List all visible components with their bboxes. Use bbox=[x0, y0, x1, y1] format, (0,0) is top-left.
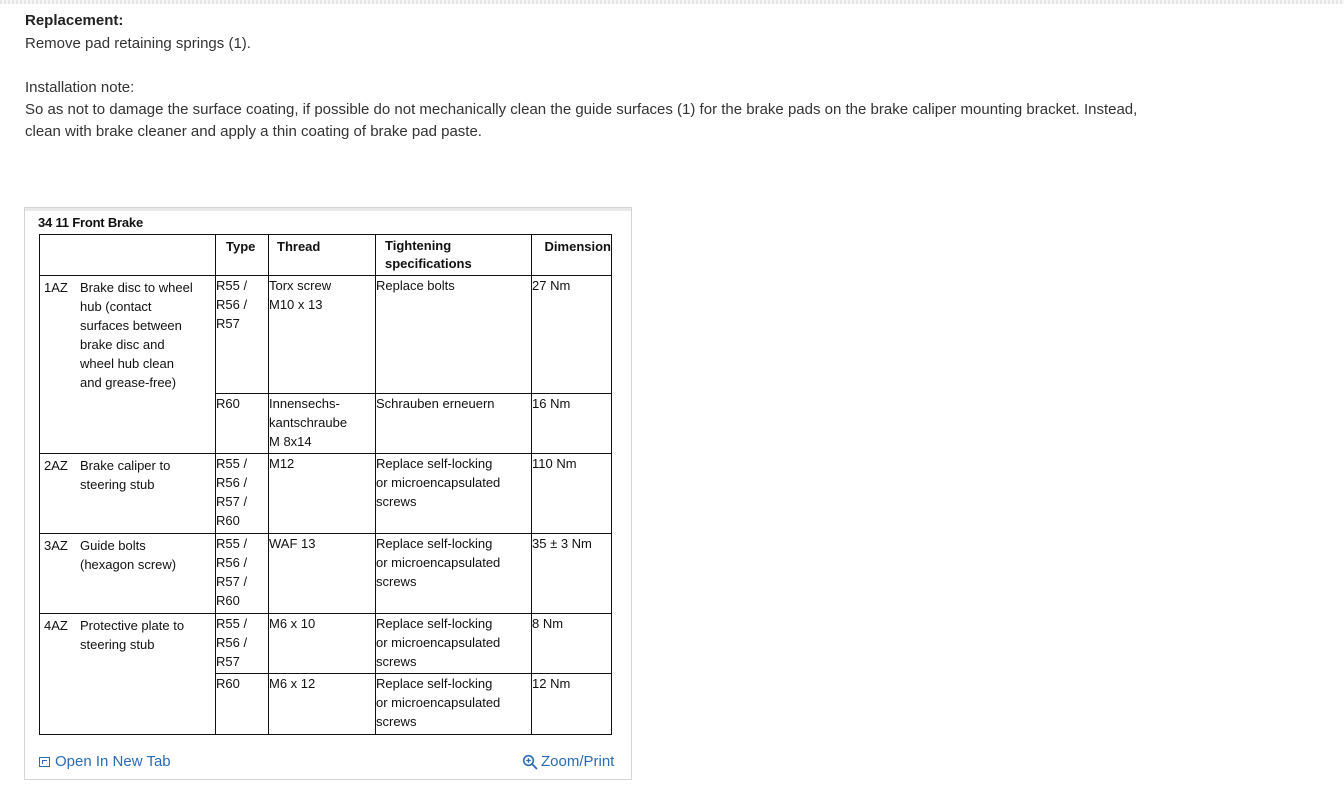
item-code: 4AZ bbox=[44, 618, 68, 633]
table-row bbox=[40, 276, 612, 394]
dimension-cell: 27 Nm bbox=[532, 276, 612, 394]
item-cell bbox=[40, 614, 216, 735]
installation-note-label: Installation note: bbox=[25, 79, 135, 96]
torque-spec-table bbox=[39, 234, 612, 735]
section-heading: Replacement: bbox=[25, 12, 124, 29]
dimension-cell: 12 Nm bbox=[532, 674, 612, 735]
thread-cell: WAF 13 bbox=[269, 534, 376, 614]
item-description: Brake caliper to steering stub bbox=[80, 458, 171, 492]
spec-cell: Replace self-locking or microencapsulated screws bbox=[376, 674, 532, 735]
zoom-icon bbox=[522, 754, 538, 770]
dimension-cell: 35 ± 3 Nm bbox=[532, 534, 612, 614]
installation-note-line-2: clean with brake cleaner and apply a thin coating of brake pad paste. bbox=[25, 123, 482, 140]
spec-cell: Replace bolts bbox=[376, 276, 532, 394]
type-cell: R55 / R56 / R57 / R60 bbox=[216, 534, 269, 614]
header-item bbox=[40, 235, 216, 276]
table-header-row bbox=[40, 235, 612, 276]
open-in-new-tab-label: Open In New Tab bbox=[55, 753, 171, 770]
item-code: 2AZ bbox=[44, 458, 68, 473]
item-description: Brake disc to wheel hub (contact surfaces between brake disc and wheel hub clean and grease-free) bbox=[80, 280, 193, 390]
dimension-cell: 16 Nm bbox=[532, 394, 612, 454]
table-row bbox=[40, 614, 612, 674]
dimension-cell: 110 Nm bbox=[532, 454, 612, 534]
zoom-print-label: Zoom/Print bbox=[541, 753, 615, 770]
instruction-text: Remove pad retaining springs (1). bbox=[25, 35, 251, 52]
item-code: 3AZ bbox=[44, 538, 68, 553]
top-border bbox=[0, 0, 1344, 4]
spec-cell: Schrauben erneuern bbox=[376, 394, 532, 454]
item-description: Guide bolts (hexagon screw) bbox=[80, 538, 177, 572]
thread-cell: M6 x 10 bbox=[269, 614, 376, 674]
thread-cell: Innensechs- kantschraube M 8x14 bbox=[269, 394, 376, 454]
dimension-cell: 8 Nm bbox=[532, 614, 612, 674]
item-cell bbox=[40, 534, 216, 614]
thread-cell: Torx screw M10 x 13 bbox=[269, 276, 376, 394]
new-tab-icon bbox=[39, 757, 50, 767]
item-cell bbox=[40, 276, 216, 454]
header-dimension: Dimension bbox=[532, 235, 612, 276]
thread-cell: M6 x 12 bbox=[269, 674, 376, 735]
header-thread: Thread bbox=[269, 235, 376, 276]
table-row bbox=[40, 534, 612, 614]
header-type: Type bbox=[216, 235, 269, 276]
zoom-print-link[interactable] bbox=[522, 753, 614, 770]
spec-cell: Replace self-locking or microencapsulated screws bbox=[376, 534, 532, 614]
item-cell bbox=[40, 454, 216, 534]
installation-note-line-1: So as not to damage the surface coating, if possible do not mechanically clean the guide surfaces (1) for the brake pads on the brake caliper mounting bracket. Instead, bbox=[25, 101, 1138, 118]
spec-cell: Replace self-locking or microencapsulated screws bbox=[376, 454, 532, 534]
open-in-new-tab-link[interactable] bbox=[39, 753, 171, 770]
type-cell: R60 bbox=[216, 394, 269, 454]
figure-title: 34 11 Front Brake bbox=[38, 215, 143, 230]
header-tightening-spec: Tightening specifications bbox=[376, 235, 532, 276]
thread-cell: M12 bbox=[269, 454, 376, 534]
type-cell: R60 bbox=[216, 674, 269, 735]
table-row bbox=[40, 454, 612, 534]
type-cell: R55 / R56 / R57 bbox=[216, 614, 269, 674]
item-code: 1AZ bbox=[44, 280, 68, 295]
spec-cell: Replace self-locking or microencapsulated screws bbox=[376, 614, 532, 674]
type-cell: R55 / R56 / R57 / R60 bbox=[216, 454, 269, 534]
figure-top-bar bbox=[25, 208, 631, 211]
type-cell: R55 / R56 / R57 bbox=[216, 276, 269, 394]
item-description: Protective plate to steering stub bbox=[80, 618, 185, 652]
